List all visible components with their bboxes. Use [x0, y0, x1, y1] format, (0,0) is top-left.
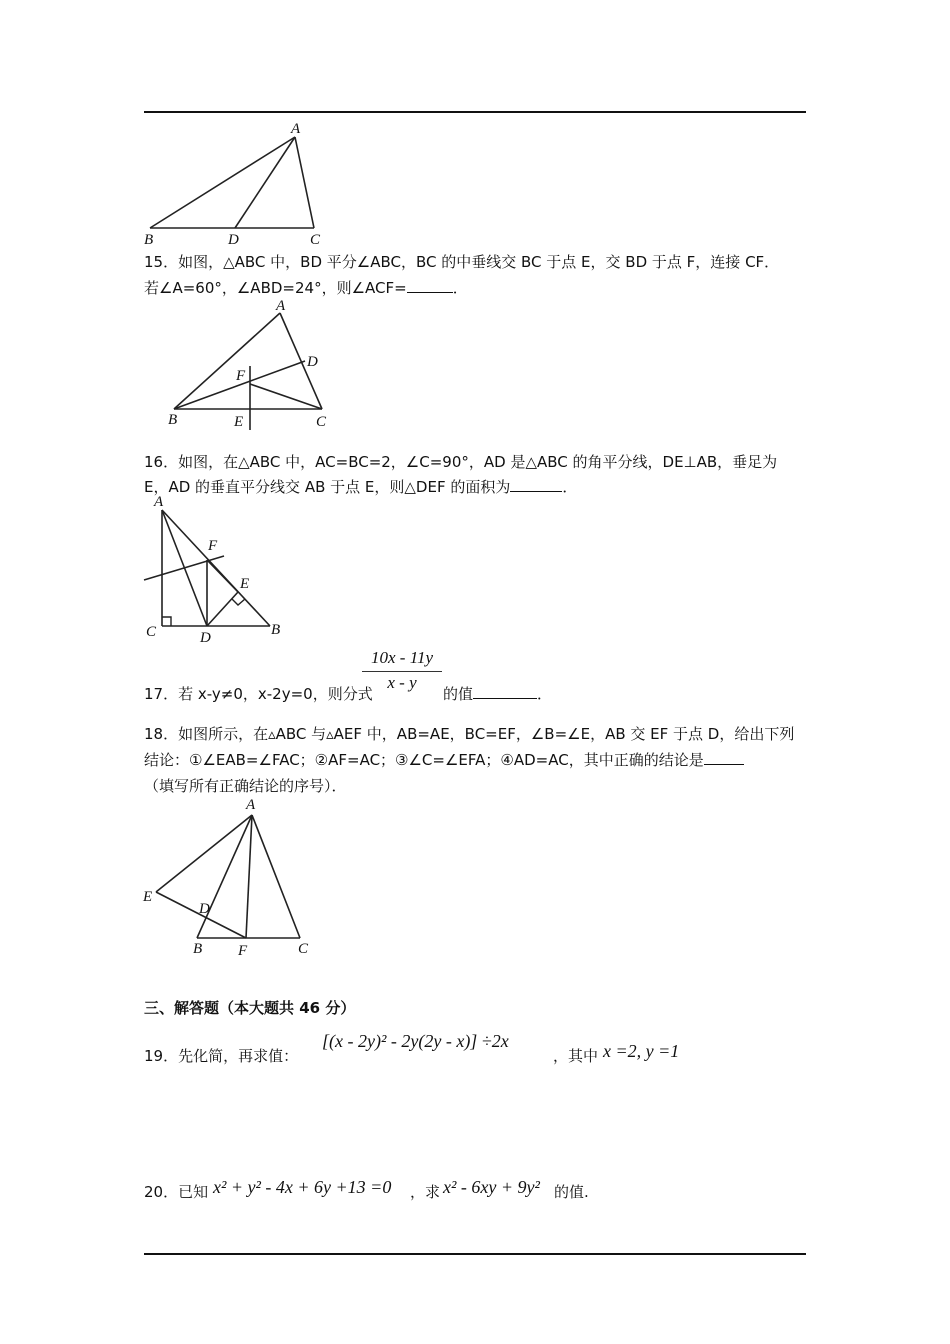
figure-q16 [140, 494, 295, 646]
fig14-label-b: B [144, 232, 154, 248]
bottom-rule [144, 1253, 806, 1255]
q17-suffix-wrap [443, 684, 552, 704]
q18-line2 [144, 750, 744, 770]
fig16-label-a: A [154, 494, 164, 510]
fig15-label-e: E [234, 414, 244, 430]
fig15-label-d: D [307, 354, 318, 370]
q18-line2-text: 结论：①∠EAB=∠FAC；②AF=AC；③∠C=∠EFA；④AD=AC，其中正确的结论是 [144, 751, 704, 769]
q20-prefix: 20．已知 [144, 1183, 209, 1201]
fig16-label-d: D [200, 630, 211, 646]
fig15-label-b: B [168, 412, 178, 428]
q15-line2-text: 若∠A=60°，∠ABD=24°，则∠ACF= [144, 279, 407, 297]
fig14-label-a: A [291, 121, 301, 137]
fig14-label-d: D [228, 232, 239, 248]
fig16-label-c: C [146, 624, 157, 640]
q20-equation: x² + y² - 4x + 6y +13 =0 [213, 1177, 392, 1197]
q16-line2-text: E，AD 的垂直平分线交 AB 于点 E，则△DEF 的面积为 [144, 478, 511, 496]
q17-numerator: 10x - 11y [371, 648, 433, 667]
top-rule [144, 111, 806, 113]
fig15-label-c: C [316, 414, 327, 430]
q18-line1: 18．如图所示，在▵ABC 与▵AEF 中，AB=AE，BC=EF，∠B=∠E，AB 交 EF 于点 D，给出下列 [144, 725, 795, 743]
q17-denominator: x - y [387, 673, 417, 692]
fig18-label-e: E [143, 889, 153, 905]
fig16-label-f: F [208, 538, 218, 554]
q16-line1: 16．如图，在△ABC 中，AC=BC=2，∠C=90°，AD 是△ABC 的角平分线，DE⊥AB，垂足为 [144, 453, 778, 471]
section-heading: 三、解答题（本大题共 46 分） [144, 999, 356, 1017]
q17-fraction-bar [362, 671, 442, 672]
q16-line2-end: ． [562, 478, 578, 496]
q15-line2 [144, 278, 468, 298]
q19-middle: ，其中 [553, 1047, 599, 1065]
q18-answer-blank[interactable] [704, 750, 744, 765]
fig18-label-f: F [238, 943, 248, 959]
q17-suffix: 的值 [443, 685, 474, 703]
fig18-label-c: C [298, 941, 309, 957]
q17-prefix: 17．若 x-y≠0，x-2y=0，则分式 [144, 685, 373, 703]
q19-expression: [(x - 2y)² - 2y(2y - x)] ÷2x [322, 1031, 509, 1051]
figure-q18 [140, 795, 320, 963]
q17-end: ． [537, 685, 553, 703]
fig15-label-f: F [236, 368, 246, 384]
fig16-label-e: E [240, 576, 250, 592]
fig14-label-c: C [310, 232, 321, 248]
q15-answer-blank[interactable] [407, 278, 453, 293]
q18-line3: （填写所有正确结论的序号）． [144, 777, 347, 795]
q19-prefix: 19．先化简，再求值： [144, 1047, 299, 1065]
figure-triangle-abd [140, 120, 330, 248]
fig18-label-b: B [193, 941, 203, 957]
figure-q15 [162, 296, 334, 434]
fig18-label-a: A [246, 797, 256, 813]
q20-suffix: 的值. [554, 1183, 589, 1201]
fig18-label-d: D [199, 901, 210, 917]
q20-expression: x² - 6xy + 9y² [443, 1177, 540, 1197]
q15-line2-end: ． [452, 279, 468, 297]
q17-answer-blank[interactable] [473, 684, 537, 699]
q19-values: x =2, y =1 [603, 1041, 680, 1061]
fig16-label-b: B [271, 622, 281, 638]
fig15-label-a: A [276, 298, 286, 314]
q20-middle: ，求 [410, 1183, 441, 1201]
q15-line1: 15．如图，△ABC 中，BD 平分∠ABC，BC 的中垂线交 BC 于点 E，交 BD 于点 F，连接 CF． [144, 253, 780, 271]
q16-answer-blank[interactable] [510, 477, 562, 492]
